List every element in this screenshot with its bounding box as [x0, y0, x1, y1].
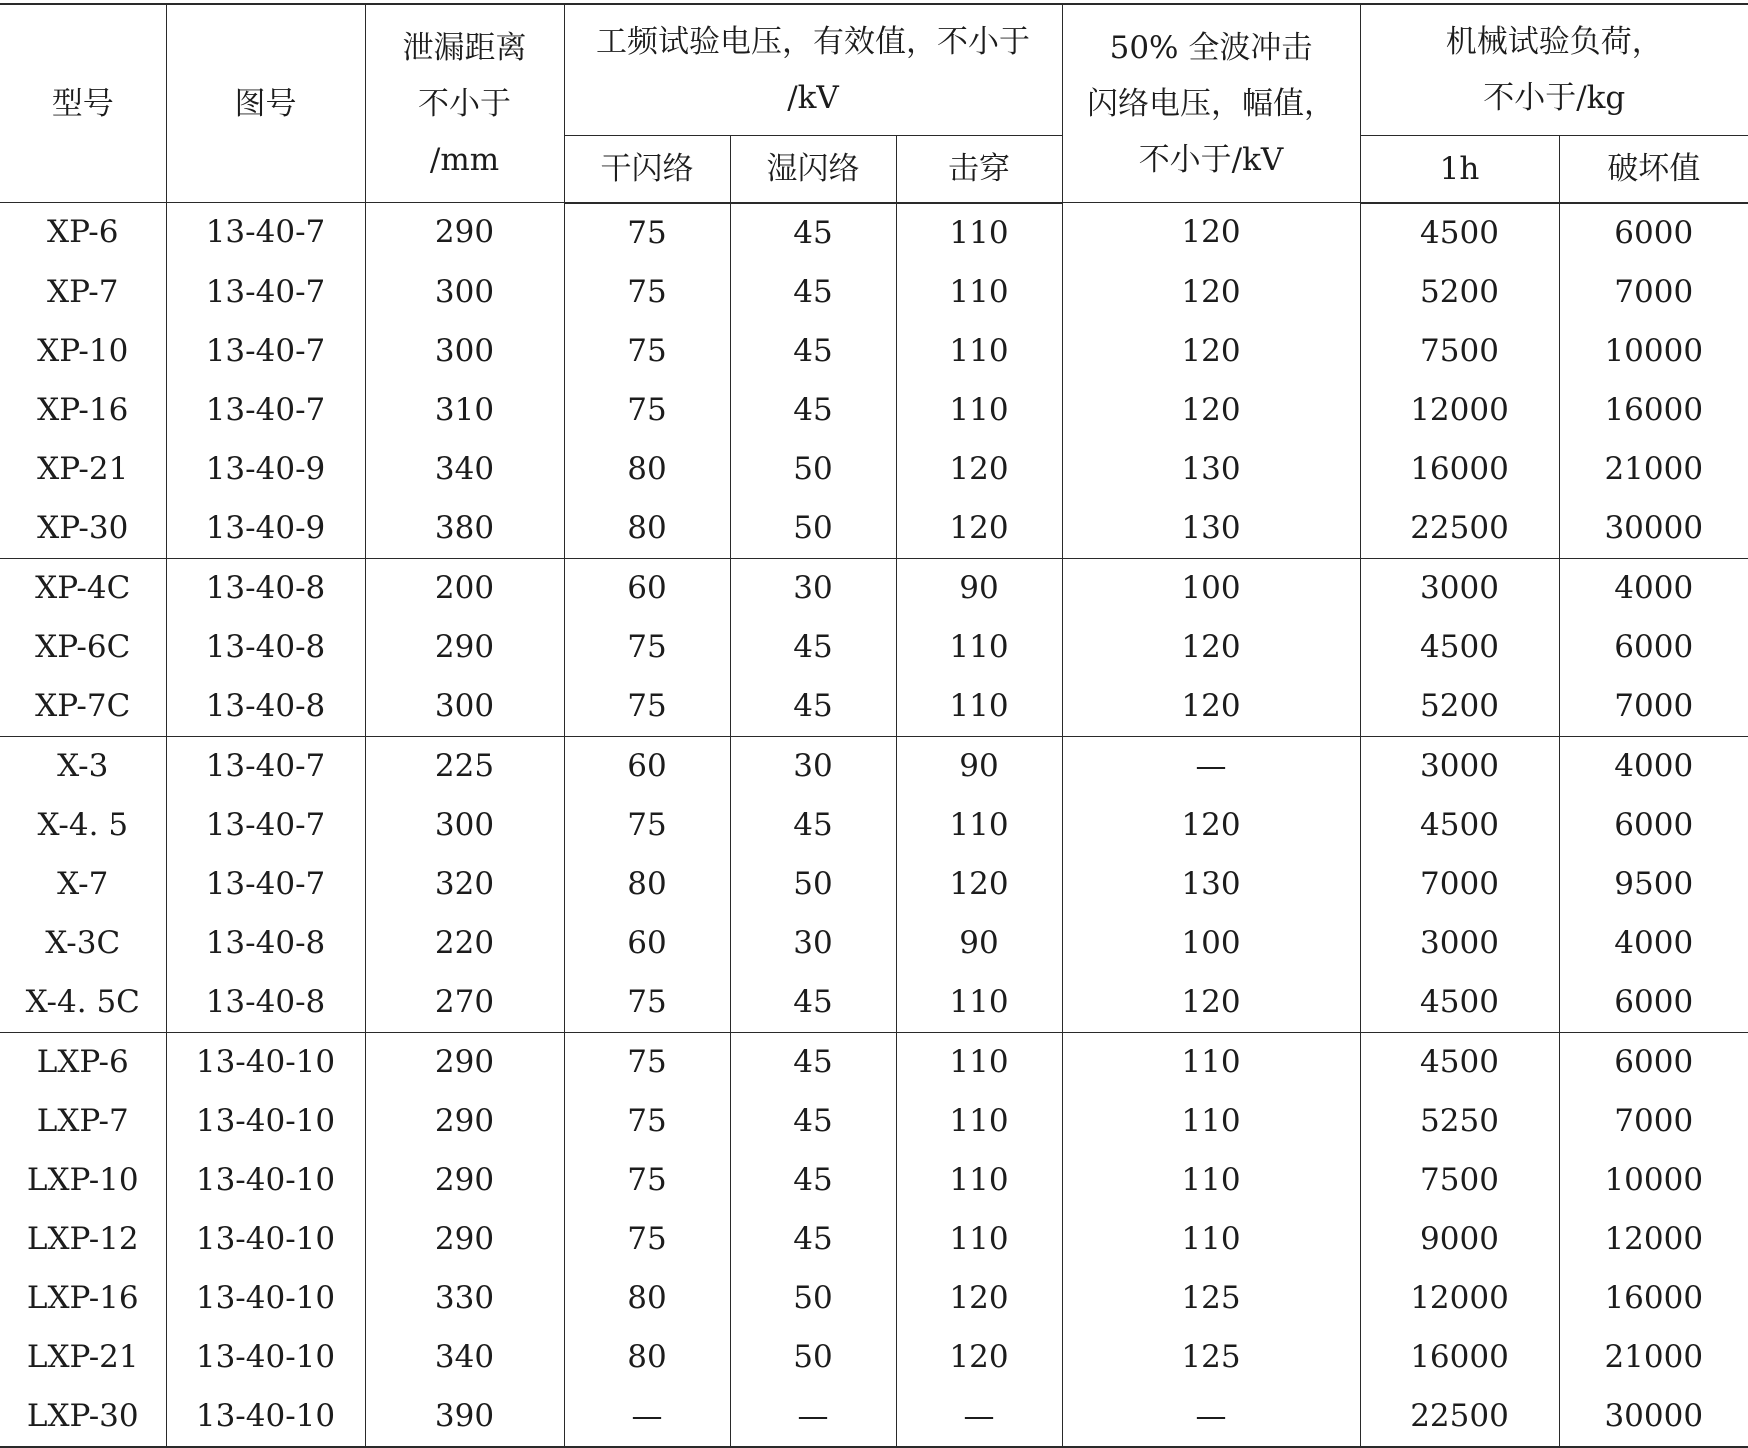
cell-impulse-voltage: 125	[1062, 1269, 1360, 1328]
cell-dry-flashover: 60	[564, 914, 730, 973]
cell-creepage: 300	[365, 677, 564, 737]
cell-one-hour-load: 4500	[1360, 796, 1559, 855]
cell-impulse-voltage: 110	[1062, 1032, 1360, 1092]
cell-wet-flashover: 45	[730, 618, 896, 677]
cell-one-hour-load: 4500	[1360, 203, 1559, 263]
cell-impulse-voltage: 120	[1062, 203, 1360, 263]
cell-impulse-voltage: 130	[1062, 440, 1360, 499]
cell-dry-flashover: 75	[564, 381, 730, 440]
table-row	[0, 1210, 1748, 1269]
cell-one-hour-load: 5250	[1360, 1092, 1559, 1151]
cell-failing-load: 30000	[1559, 1387, 1748, 1447]
cell-creepage: 300	[365, 322, 564, 381]
cell-one-hour-load: 16000	[1360, 1328, 1559, 1387]
table-row	[0, 618, 1748, 677]
cell-failing-load: 16000	[1559, 381, 1748, 440]
cell-one-hour-load: 7500	[1360, 322, 1559, 381]
cell-wet-flashover: 45	[730, 1092, 896, 1151]
header-model: 型号	[0, 4, 166, 203]
cell-drawing-number: 13-40-10	[166, 1092, 365, 1151]
cell-puncture: 110	[896, 263, 1062, 322]
cell-puncture: 120	[896, 1328, 1062, 1387]
cell-failing-load: 4000	[1559, 558, 1748, 618]
cell-dry-flashover: 75	[564, 322, 730, 381]
table-row	[0, 1151, 1748, 1210]
table-body	[0, 203, 1748, 1447]
cell-model: XP-6	[0, 203, 166, 263]
cell-drawing-number: 13-40-8	[166, 677, 365, 737]
cell-wet-flashover: 45	[730, 263, 896, 322]
cell-creepage: 310	[365, 381, 564, 440]
cell-wet-flashover: 45	[730, 203, 896, 263]
cell-model: X-3	[0, 736, 166, 796]
cell-creepage: 320	[365, 855, 564, 914]
table-row	[0, 558, 1748, 618]
cell-one-hour-load: 7000	[1360, 855, 1559, 914]
cell-one-hour-load: 22500	[1360, 499, 1559, 559]
cell-impulse-voltage: 120	[1062, 322, 1360, 381]
cell-model: LXP-30	[0, 1387, 166, 1447]
cell-puncture: 110	[896, 1032, 1062, 1092]
cell-one-hour-load: 12000	[1360, 381, 1559, 440]
cell-dry-flashover: 75	[564, 796, 730, 855]
cell-dry-flashover: 60	[564, 736, 730, 796]
cell-drawing-number: 13-40-9	[166, 499, 365, 559]
cell-one-hour-load: 4500	[1360, 973, 1559, 1033]
cell-creepage: 340	[365, 1328, 564, 1387]
cell-wet-flashover: 45	[730, 796, 896, 855]
cell-puncture: 110	[896, 796, 1062, 855]
cell-wet-flashover: 30	[730, 736, 896, 796]
cell-failing-load: 7000	[1559, 263, 1748, 322]
cell-puncture: —	[896, 1387, 1062, 1447]
header-creepage-line-3: /mm	[366, 132, 564, 188]
cell-one-hour-load: 4500	[1360, 618, 1559, 677]
table-row	[0, 677, 1748, 737]
cell-model: XP-16	[0, 381, 166, 440]
table-row	[0, 1269, 1748, 1328]
cell-puncture: 110	[896, 618, 1062, 677]
cell-puncture: 110	[896, 1151, 1062, 1210]
header-creepage-line-1: 泄漏距离	[366, 20, 564, 76]
cell-model: X-4. 5	[0, 796, 166, 855]
cell-wet-flashover: 45	[730, 1032, 896, 1092]
cell-failing-load: 9500	[1559, 855, 1748, 914]
cell-impulse-voltage: 130	[1062, 855, 1360, 914]
header-impulse-line-2: 闪络电压，幅值，	[1063, 76, 1360, 132]
table-row	[0, 914, 1748, 973]
cell-model: XP-6C	[0, 618, 166, 677]
cell-drawing-number: 13-40-10	[166, 1210, 365, 1269]
cell-creepage: 330	[365, 1269, 564, 1328]
cell-creepage: 220	[365, 914, 564, 973]
cell-model: XP-7	[0, 263, 166, 322]
cell-impulse-voltage: 120	[1062, 677, 1360, 737]
cell-model: LXP-16	[0, 1269, 166, 1328]
table-row	[0, 855, 1748, 914]
cell-dry-flashover: 60	[564, 558, 730, 618]
table-row	[0, 499, 1748, 559]
cell-model: LXP-7	[0, 1092, 166, 1151]
cell-impulse-voltage: —	[1062, 1387, 1360, 1447]
cell-drawing-number: 13-40-10	[166, 1032, 365, 1092]
header-impulse-flashover-voltage	[1062, 4, 1360, 203]
cell-wet-flashover: 30	[730, 558, 896, 618]
cell-failing-load: 6000	[1559, 1032, 1748, 1092]
cell-creepage: 290	[365, 618, 564, 677]
cell-failing-load: 21000	[1559, 1328, 1748, 1387]
cell-creepage: 300	[365, 796, 564, 855]
cell-dry-flashover: 75	[564, 1032, 730, 1092]
cell-puncture: 90	[896, 914, 1062, 973]
header-impulse-line-1: 50% 全波冲击	[1063, 20, 1360, 76]
cell-one-hour-load: 3000	[1360, 558, 1559, 618]
cell-model: X-3C	[0, 914, 166, 973]
header-dry-flashover: 干闪络	[564, 136, 730, 203]
cell-drawing-number: 13-40-10	[166, 1151, 365, 1210]
table-row	[0, 1328, 1748, 1387]
table-row	[0, 973, 1748, 1033]
cell-failing-load: 10000	[1559, 1151, 1748, 1210]
table-row	[0, 203, 1748, 263]
header-one-hour-load: 1h	[1360, 136, 1559, 203]
cell-impulse-voltage: 120	[1062, 618, 1360, 677]
cell-wet-flashover: 45	[730, 973, 896, 1033]
cell-dry-flashover: 75	[564, 618, 730, 677]
cell-impulse-voltage: 120	[1062, 263, 1360, 322]
header-pf-line-2: /kV	[565, 70, 1062, 126]
cell-drawing-number: 13-40-7	[166, 855, 365, 914]
cell-dry-flashover: 80	[564, 1269, 730, 1328]
header-drawing-number: 图号	[166, 4, 365, 203]
cell-creepage: 340	[365, 440, 564, 499]
cell-failing-load: 6000	[1559, 973, 1748, 1033]
cell-wet-flashover: 50	[730, 1269, 896, 1328]
cell-one-hour-load: 5200	[1360, 263, 1559, 322]
cell-impulse-voltage: —	[1062, 736, 1360, 796]
cell-model: XP-10	[0, 322, 166, 381]
cell-model: XP-21	[0, 440, 166, 499]
cell-puncture: 120	[896, 855, 1062, 914]
cell-dry-flashover: 75	[564, 1151, 730, 1210]
header-impulse-line-3: 不小于/kV	[1063, 132, 1360, 188]
cell-failing-load: 6000	[1559, 796, 1748, 855]
cell-dry-flashover: 75	[564, 973, 730, 1033]
cell-failing-load: 7000	[1559, 677, 1748, 737]
cell-wet-flashover: 50	[730, 499, 896, 559]
header-wet-flashover: 湿闪络	[730, 136, 896, 203]
cell-creepage: 380	[365, 499, 564, 559]
cell-impulse-voltage: 100	[1062, 558, 1360, 618]
table-row	[0, 263, 1748, 322]
cell-impulse-voltage: 110	[1062, 1092, 1360, 1151]
cell-creepage: 290	[365, 1032, 564, 1092]
cell-creepage: 270	[365, 973, 564, 1033]
header-mechanical-test-load	[1360, 4, 1748, 136]
cell-impulse-voltage: 110	[1062, 1151, 1360, 1210]
cell-drawing-number: 13-40-7	[166, 796, 365, 855]
cell-creepage: 290	[365, 203, 564, 263]
cell-one-hour-load: 5200	[1360, 677, 1559, 737]
cell-model: LXP-10	[0, 1151, 166, 1210]
cell-drawing-number: 13-40-10	[166, 1328, 365, 1387]
cell-impulse-voltage: 110	[1062, 1210, 1360, 1269]
cell-model: LXP-6	[0, 1032, 166, 1092]
table-row	[0, 1387, 1748, 1447]
cell-wet-flashover: 45	[730, 677, 896, 737]
cell-puncture: 90	[896, 736, 1062, 796]
cell-puncture: 110	[896, 1092, 1062, 1151]
cell-impulse-voltage: 100	[1062, 914, 1360, 973]
cell-drawing-number: 13-40-8	[166, 914, 365, 973]
cell-impulse-voltage: 120	[1062, 973, 1360, 1033]
cell-wet-flashover: 45	[730, 322, 896, 381]
cell-model: X-7	[0, 855, 166, 914]
cell-drawing-number: 13-40-8	[166, 973, 365, 1033]
cell-one-hour-load: 3000	[1360, 914, 1559, 973]
cell-failing-load: 10000	[1559, 322, 1748, 381]
cell-dry-flashover: 80	[564, 855, 730, 914]
cell-drawing-number: 13-40-7	[166, 381, 365, 440]
cell-one-hour-load: 4500	[1360, 1032, 1559, 1092]
cell-one-hour-load: 3000	[1360, 736, 1559, 796]
cell-creepage: 390	[365, 1387, 564, 1447]
cell-wet-flashover: 50	[730, 855, 896, 914]
cell-wet-flashover: 45	[730, 1210, 896, 1269]
cell-one-hour-load: 12000	[1360, 1269, 1559, 1328]
cell-puncture: 120	[896, 440, 1062, 499]
table-row	[0, 322, 1748, 381]
cell-puncture: 110	[896, 1210, 1062, 1269]
header-creepage-line-2: 不小于	[366, 76, 564, 132]
table-row	[0, 1032, 1748, 1092]
header-puncture: 击穿	[896, 136, 1062, 203]
cell-dry-flashover: 80	[564, 440, 730, 499]
header-pf-line-1: 工频试验电压，有效值，不小于	[565, 14, 1062, 70]
cell-creepage: 200	[365, 558, 564, 618]
cell-model: XP-30	[0, 499, 166, 559]
cell-puncture: 90	[896, 558, 1062, 618]
header-power-frequency-voltage	[564, 4, 1062, 136]
header-creepage-distance	[365, 4, 564, 203]
cell-model: XP-4C	[0, 558, 166, 618]
cell-wet-flashover: 45	[730, 381, 896, 440]
cell-impulse-voltage: 130	[1062, 499, 1360, 559]
table-row	[0, 440, 1748, 499]
cell-drawing-number: 13-40-7	[166, 203, 365, 263]
cell-creepage: 290	[365, 1092, 564, 1151]
cell-dry-flashover: 75	[564, 1210, 730, 1269]
cell-model: LXP-12	[0, 1210, 166, 1269]
cell-creepage: 225	[365, 736, 564, 796]
cell-failing-load: 4000	[1559, 914, 1748, 973]
cell-dry-flashover: 75	[564, 203, 730, 263]
insulator-spec-table	[0, 3, 1748, 1448]
cell-one-hour-load: 16000	[1360, 440, 1559, 499]
header-failing-load: 破坏值	[1559, 136, 1748, 203]
cell-creepage: 290	[365, 1210, 564, 1269]
cell-wet-flashover: 50	[730, 1328, 896, 1387]
cell-dry-flashover: 75	[564, 677, 730, 737]
cell-drawing-number: 13-40-8	[166, 558, 365, 618]
header-mech-line-1: 机械试验负荷，	[1361, 14, 1748, 70]
cell-puncture: 120	[896, 499, 1062, 559]
cell-puncture: 110	[896, 973, 1062, 1033]
cell-drawing-number: 13-40-7	[166, 263, 365, 322]
cell-failing-load: 7000	[1559, 1092, 1748, 1151]
table-row	[0, 796, 1748, 855]
table-row	[0, 736, 1748, 796]
cell-creepage: 290	[365, 1151, 564, 1210]
cell-drawing-number: 13-40-10	[166, 1387, 365, 1447]
cell-wet-flashover: 50	[730, 440, 896, 499]
cell-failing-load: 6000	[1559, 203, 1748, 263]
cell-failing-load: 21000	[1559, 440, 1748, 499]
cell-impulse-voltage: 120	[1062, 796, 1360, 855]
cell-failing-load: 12000	[1559, 1210, 1748, 1269]
cell-puncture: 110	[896, 381, 1062, 440]
cell-one-hour-load: 7500	[1360, 1151, 1559, 1210]
table-row	[0, 1092, 1748, 1151]
cell-puncture: 110	[896, 322, 1062, 381]
cell-impulse-voltage: 125	[1062, 1328, 1360, 1387]
cell-drawing-number: 13-40-8	[166, 618, 365, 677]
cell-puncture: 110	[896, 203, 1062, 263]
cell-wet-flashover: —	[730, 1387, 896, 1447]
cell-impulse-voltage: 120	[1062, 381, 1360, 440]
table-row	[0, 381, 1748, 440]
cell-dry-flashover: 80	[564, 1328, 730, 1387]
cell-failing-load: 16000	[1559, 1269, 1748, 1328]
cell-one-hour-load: 22500	[1360, 1387, 1559, 1447]
cell-failing-load: 4000	[1559, 736, 1748, 796]
cell-model: X-4. 5C	[0, 973, 166, 1033]
cell-model: XP-7C	[0, 677, 166, 737]
cell-drawing-number: 13-40-7	[166, 736, 365, 796]
cell-dry-flashover: 75	[564, 1092, 730, 1151]
cell-puncture: 120	[896, 1269, 1062, 1328]
cell-puncture: 110	[896, 677, 1062, 737]
cell-drawing-number: 13-40-10	[166, 1269, 365, 1328]
cell-failing-load: 6000	[1559, 618, 1748, 677]
cell-drawing-number: 13-40-7	[166, 322, 365, 381]
cell-dry-flashover: 75	[564, 263, 730, 322]
header-mech-line-2: 不小于/kg	[1361, 70, 1748, 126]
cell-dry-flashover: 80	[564, 499, 730, 559]
cell-creepage: 300	[365, 263, 564, 322]
cell-failing-load: 30000	[1559, 499, 1748, 559]
cell-one-hour-load: 9000	[1360, 1210, 1559, 1269]
cell-model: LXP-21	[0, 1328, 166, 1387]
cell-wet-flashover: 30	[730, 914, 896, 973]
cell-drawing-number: 13-40-9	[166, 440, 365, 499]
cell-dry-flashover: —	[564, 1387, 730, 1447]
cell-wet-flashover: 45	[730, 1151, 896, 1210]
